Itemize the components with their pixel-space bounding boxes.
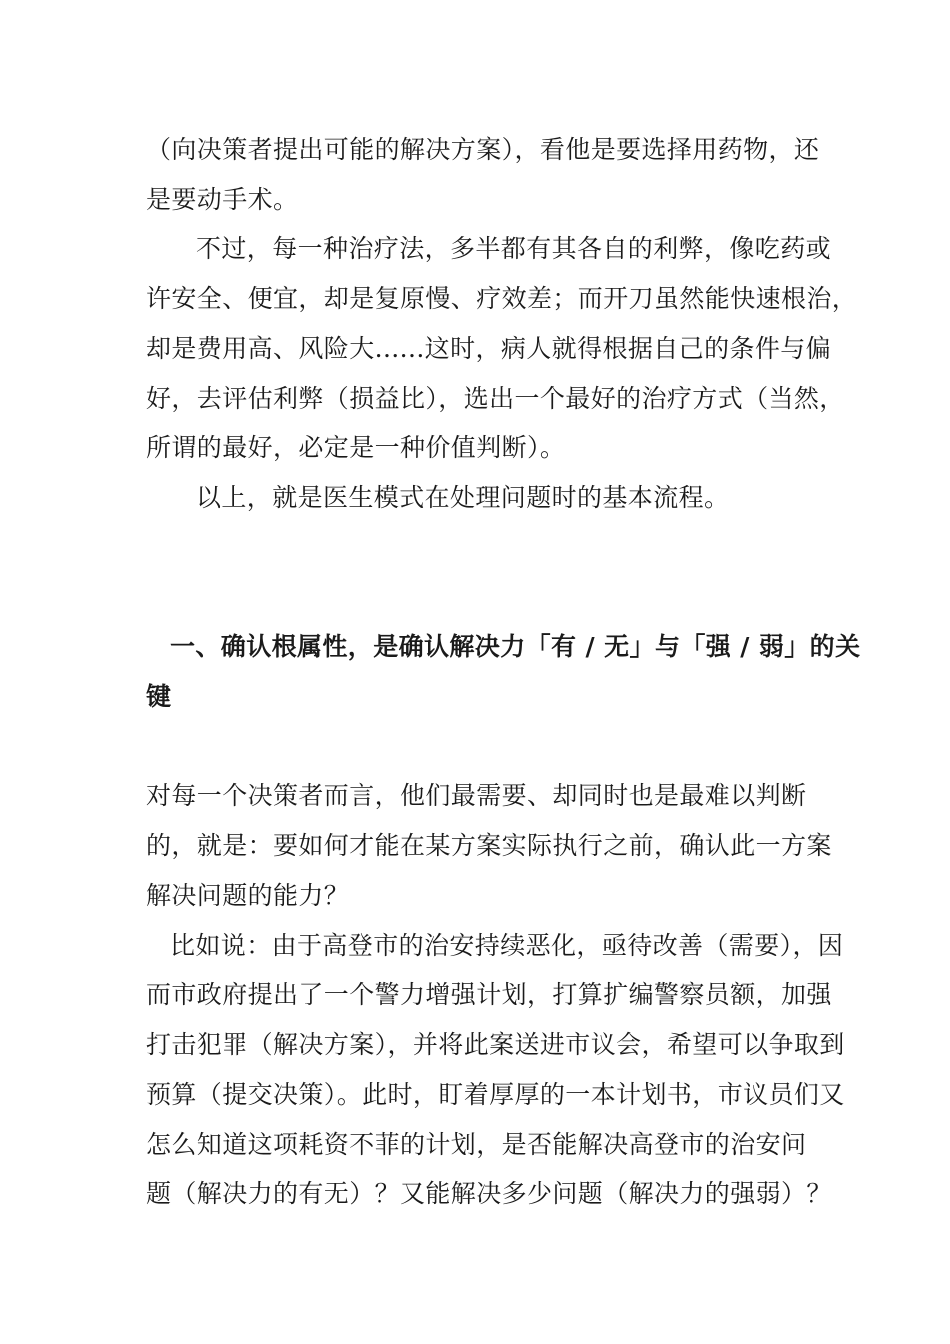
paragraph-line: 的，就是：要如何才能在某方案实际执行之前，确认此一方案 <box>146 831 832 860</box>
paragraph-line: 许安全、便宜，却是复原慢、疗效差；而开刀虽然能快速根治， <box>146 284 858 313</box>
section-heading: 键 <box>146 682 172 711</box>
paragraph-line: 是要动手术。 <box>146 185 299 214</box>
paragraph-line: 不过，每一种治疗法，多半都有其各自的利弊，像吃药或 <box>196 234 832 263</box>
paragraph-line: 打击犯罪（解决方案），并将此案送进市议会，希望可以争取到 <box>146 1030 845 1059</box>
paragraph-line: 以上，就是医生模式在处理问题时的基本流程。 <box>196 483 730 512</box>
paragraph-line: 所谓的最好，必定是一种价值判断）。 <box>146 433 566 462</box>
paragraph-line: 好，去评估利弊（损益比），选出一个最好的治疗方式（当然， <box>146 384 845 413</box>
paragraph-line: 解决问题的能力？ <box>146 881 350 910</box>
paragraph-line: 题（解决力的有无）？又能解决多少问题（解决力的强弱）？ <box>146 1179 832 1208</box>
paragraph-line: （向决策者提出可能的解决方案），看他是要选择用药物，还 <box>146 135 820 164</box>
section-heading: 一、确认根属性，是确认解决力「有 / 无」与「强 / 弱」的关 <box>170 632 861 661</box>
paragraph-line: 预算（提交决策）。此时，盯着厚厚的一本计划书，市议员们又 <box>146 1080 845 1109</box>
paragraph-line: 比如说：由于高登市的治安持续恶化，亟待改善（需要），因 <box>170 931 844 960</box>
paragraph-line: 怎么知道这项耗资不菲的计划，是否能解决高登市的治安问 <box>146 1130 807 1159</box>
paragraph-line: 却是费用高、风险大......这时，病人就得根据自己的条件与偏 <box>146 334 832 363</box>
paragraph-line: 对每一个决策者而言，他们最需要、却同时也是最难以判断 <box>146 781 807 810</box>
paragraph-line: 而市政府提出了一个警力增强计划，打算扩编警察员额，加强 <box>146 980 832 1009</box>
